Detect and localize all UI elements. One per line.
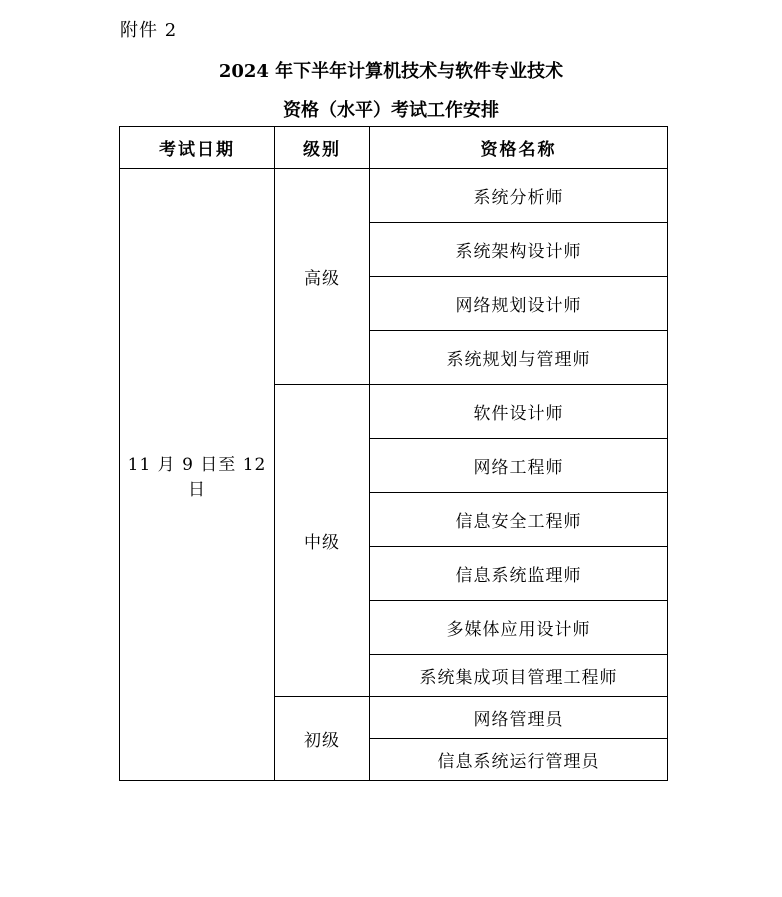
level-cell-intermediate: 中级 [275,385,370,697]
qualification-cell: 系统集成项目管理工程师 [370,655,668,697]
header-qualification-name: 资格名称 [370,127,668,169]
qualification-cell: 多媒体应用设计师 [370,601,668,655]
qualification-cell: 信息系统运行管理员 [370,739,668,781]
qualification-cell: 软件设计师 [370,385,668,439]
attachment-label: 附件 2 [120,20,178,41]
level-cell-junior: 初级 [275,697,370,781]
document-title-line2: 资格（水平）考试工作安排 [283,100,499,121]
qualification-cell: 网络管理员 [370,697,668,739]
qualification-cell: 系统规划与管理师 [370,331,668,385]
header-exam-date: 考试日期 [120,127,275,169]
level-cell-senior: 高级 [275,169,370,385]
qualification-cell: 系统架构设计师 [370,223,668,277]
qualification-cell: 信息系统监理师 [370,547,668,601]
qualification-cell: 网络工程师 [370,439,668,493]
qualification-cell: 系统分析师 [370,169,668,223]
qualification-cell: 网络规划设计师 [370,277,668,331]
header-level: 级别 [275,127,370,169]
exam-schedule-table [119,126,668,781]
table-row [120,169,668,223]
qualification-cell: 信息安全工程师 [370,493,668,547]
table-header-row [120,127,668,169]
exam-date-cell: 11 月 9 日至 12 日 [120,169,275,781]
document-title-line1: 2024 年下半年计算机技术与软件专业技术 [218,61,564,82]
